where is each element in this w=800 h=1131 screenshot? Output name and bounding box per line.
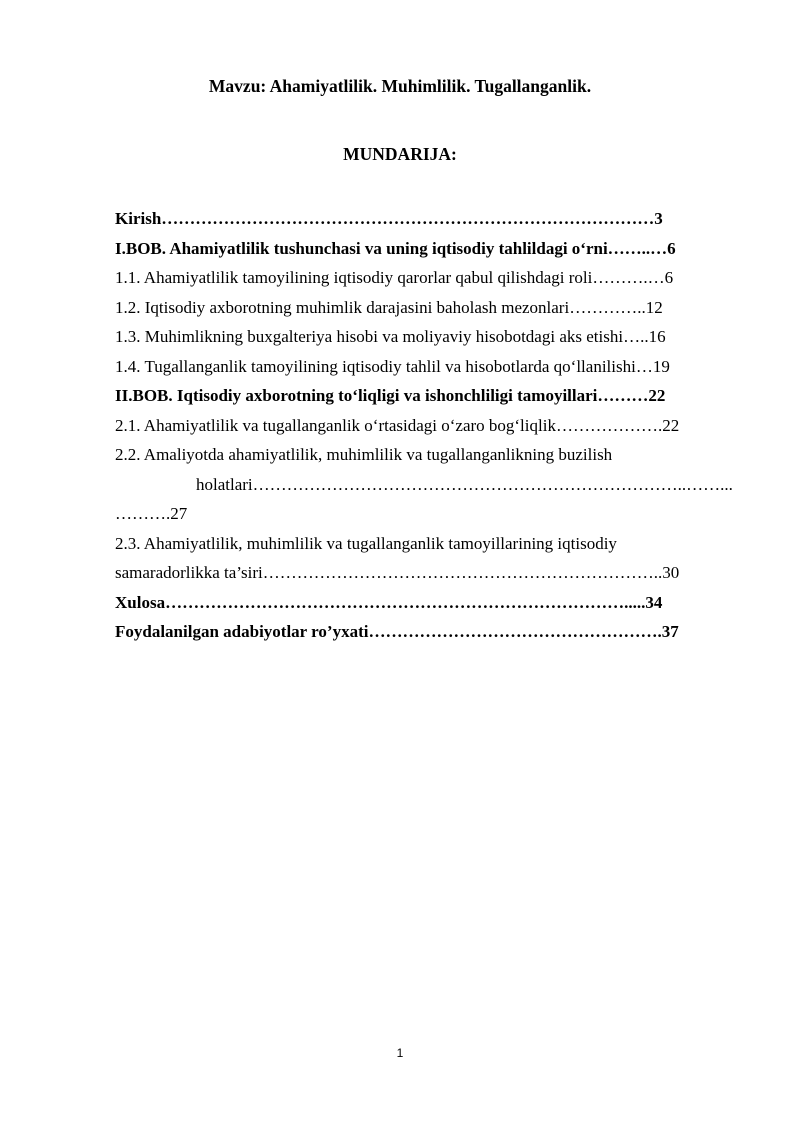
toc-entry-2-3-continued: samaradorlikka ta’siri……………………………………………………………..30 — [115, 563, 680, 582]
toc-entry-chapter-2: II.BOB. Iqtisodiy axborotning to‘liqligi va ishonchliligi tamoyillari………22 — [115, 386, 666, 405]
toc-entry-xulosa: Xulosa……………………………………………………………………….....34 — [115, 592, 663, 612]
toc-entry-1-2: 1.2. Iqtisodiy axborotning muhimlik darajasini baholash mezonlari…………..12 — [115, 297, 663, 317]
toc-entry-1-1: 1.1. Ahamiyatlilik tamoyilining iqtisodiy qarorlar qabul qilishdagi roli……….…6 — [115, 268, 674, 287]
toc-entry-2-2-page: ……….27 — [115, 504, 188, 523]
page-number: 1 — [396, 1046, 404, 1060]
toc-entry-2-3: 2.3. Ahamiyatlilik, muhimlilik va tugallanganlik tamoyillarining iqtisodiy — [115, 533, 617, 553]
toc-entry-1-3: 1.3. Muhimlikning buxgalteriya hisobi va moliyaviy hisobotdagi aks etishi…..16 — [115, 327, 666, 346]
toc-entry-2-1: 2.1. Ahamiyatlilik va tugallanganlik o‘rtasidagi o‘zaro bog‘liqlik……………….22 — [115, 415, 680, 435]
toc-entry-1-4: 1.4. Tugallanganlik tamoyilining iqtisodiy tahlil va hisobotlarda qo‘llanilishi…19 — [115, 356, 670, 376]
toc-heading: MUNDARIJA: — [343, 144, 457, 164]
toc-entry-chapter-1: I.BOB. Ahamiyatlilik tushunchasi va uning iqtisodiy tahlildagi o‘rni……..…6 — [115, 238, 676, 258]
toc-entry-2-2-continued: holatlari…………………………………………………………………..……... — [196, 474, 733, 494]
toc-entry-references: Foydalanilgan adabiyotlar ro’yxati…………………………………………….37 — [115, 622, 679, 641]
toc-entry-2-2: 2.2. Amaliyotda ahamiyatlilik, muhimlilik va tugallanganlikning buzilish — [115, 445, 613, 464]
table-of-contents — [115, 204, 742, 647]
toc-entry-kirish: Kirish……………………………………………………………………………3 — [115, 209, 663, 228]
document-title: Mavzu: Ahamiyatlilik. Muhimlilik. Tugallanganlik. — [208, 76, 592, 96]
